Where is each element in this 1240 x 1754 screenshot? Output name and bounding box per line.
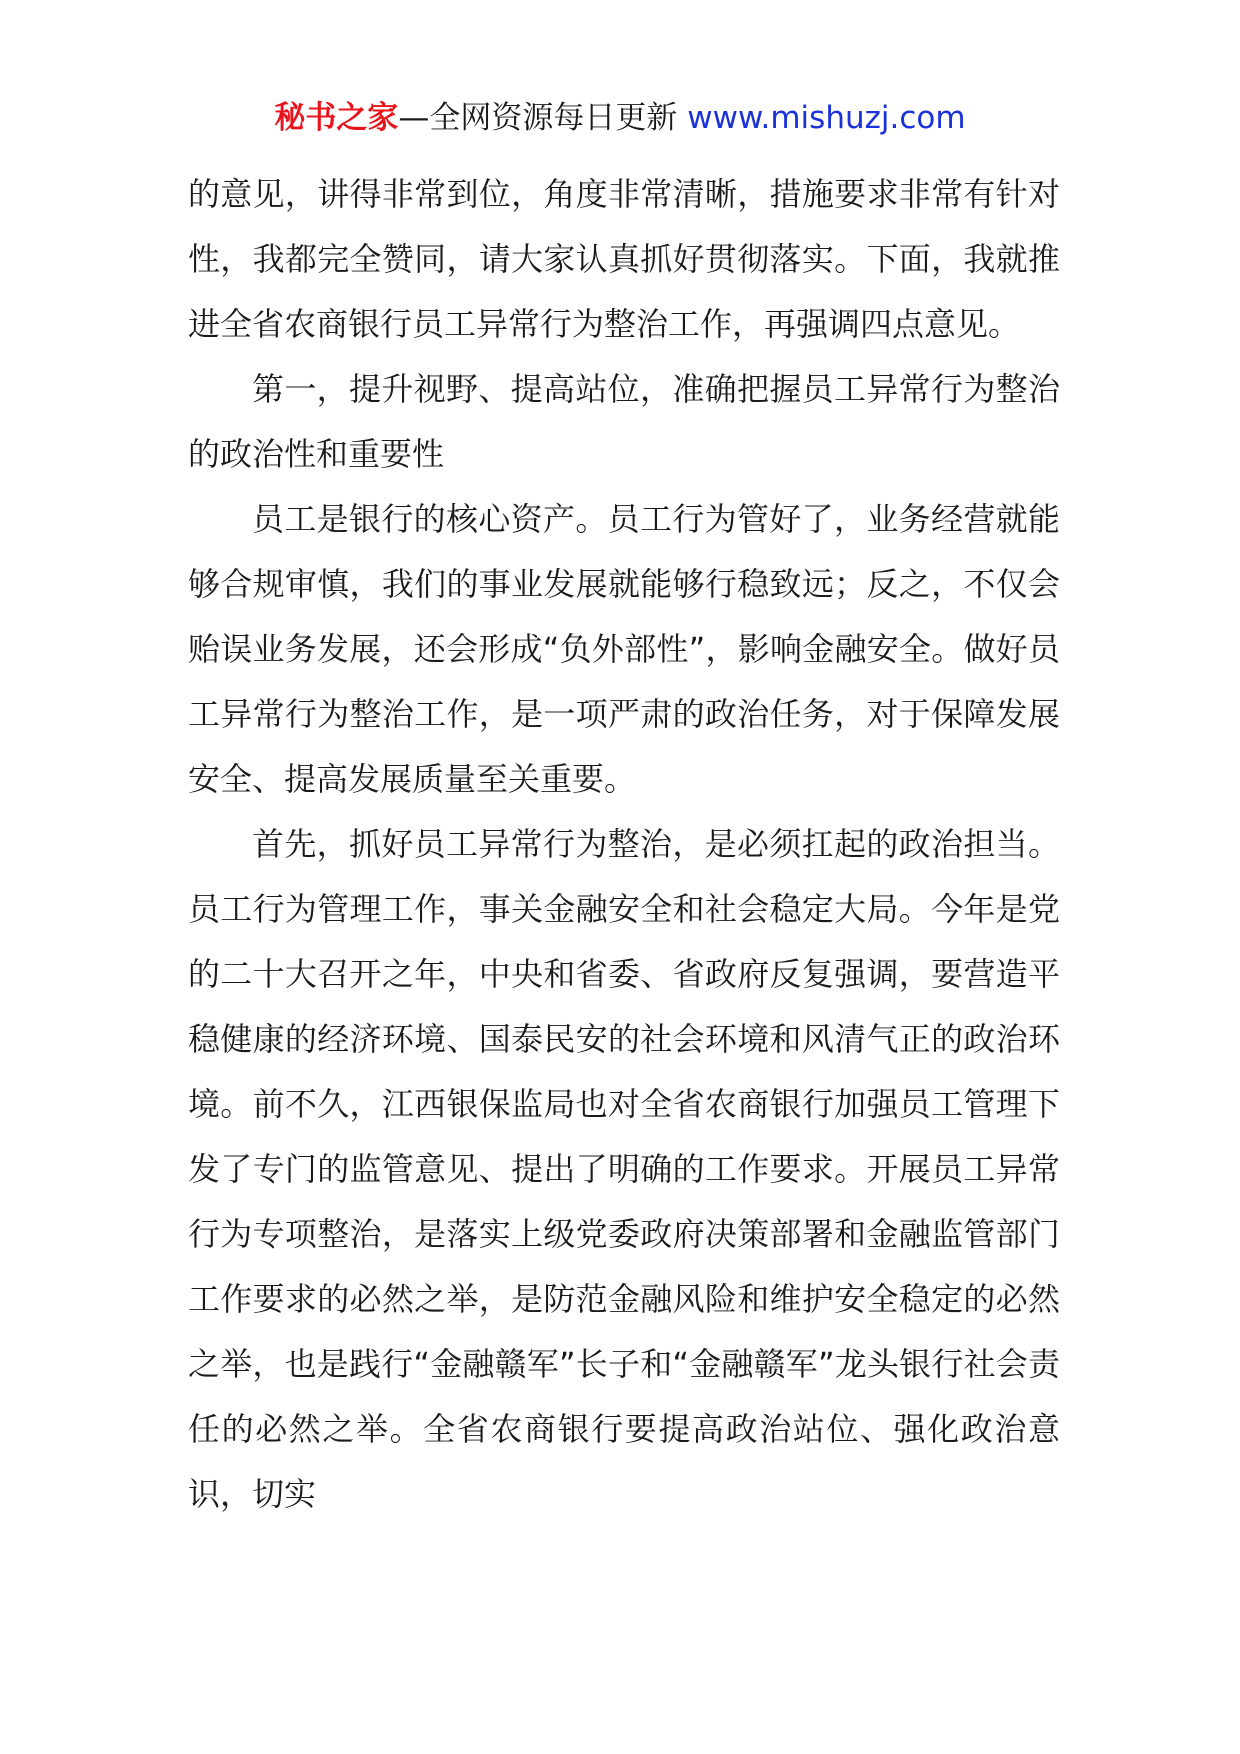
section-heading: 第一，提升视野、提高站位，准确把握员工异常行为整治的政治性和重要性 — [188, 370, 1060, 473]
document-body — [188, 162, 1060, 1527]
paragraph-continuation: 的意见，讲得非常到位，角度非常清晰，措施要求非常有针对性，我都完全赞同，请大家认真抓好贯彻落实。下面，我就推进全省农商银行员工异常行为整治工作，再强调四点意见。 — [188, 175, 1060, 343]
header-slogan: —全网资源每日更新 — [398, 100, 688, 136]
paragraph: 员工是银行的核心资产。员工行为管好了，业务经营就能够合规审慎，我们的事业发展就能够行稳致远；反之，不仅会贻误业务发展，还会形成“负外部性”，影响金融安全。做好员工异常行为整治工作，是一项严肃的政治任务，对于保障发展安全、提高发展质量至关重要。 — [188, 500, 1060, 798]
brand-name: 秘书之家 — [274, 100, 399, 136]
site-url-link[interactable]: www.mishuzj.com — [687, 100, 966, 136]
paragraph: 首先，抓好员工异常行为整治，是必须扛起的政治担当。员工行为管理工作，事关金融安全和社会稳定大局。今年是党的二十大召开之年，中央和省委、省政府反复强调，要营造平稳健康的经济环境、国泰民安的社会环境和风清气正的政治环境。前不久，江西银保监局也对全省农商银行加强员工管理下发了专门的监管意见、提出了明确的工作要求。开展员工异常行为专项整治，是落实上级党委政府决策部署和金融监管部门工作要求的必然之举，是防范金融风险和维护安全稳定的必然之举，也是践行“金融赣军”长子和“金融赣军”龙头银行社会责任的必然之举。全省农商银行要提高政治站位、强化政治意识，切实 — [188, 825, 1060, 1513]
page-header — [0, 98, 1240, 138]
